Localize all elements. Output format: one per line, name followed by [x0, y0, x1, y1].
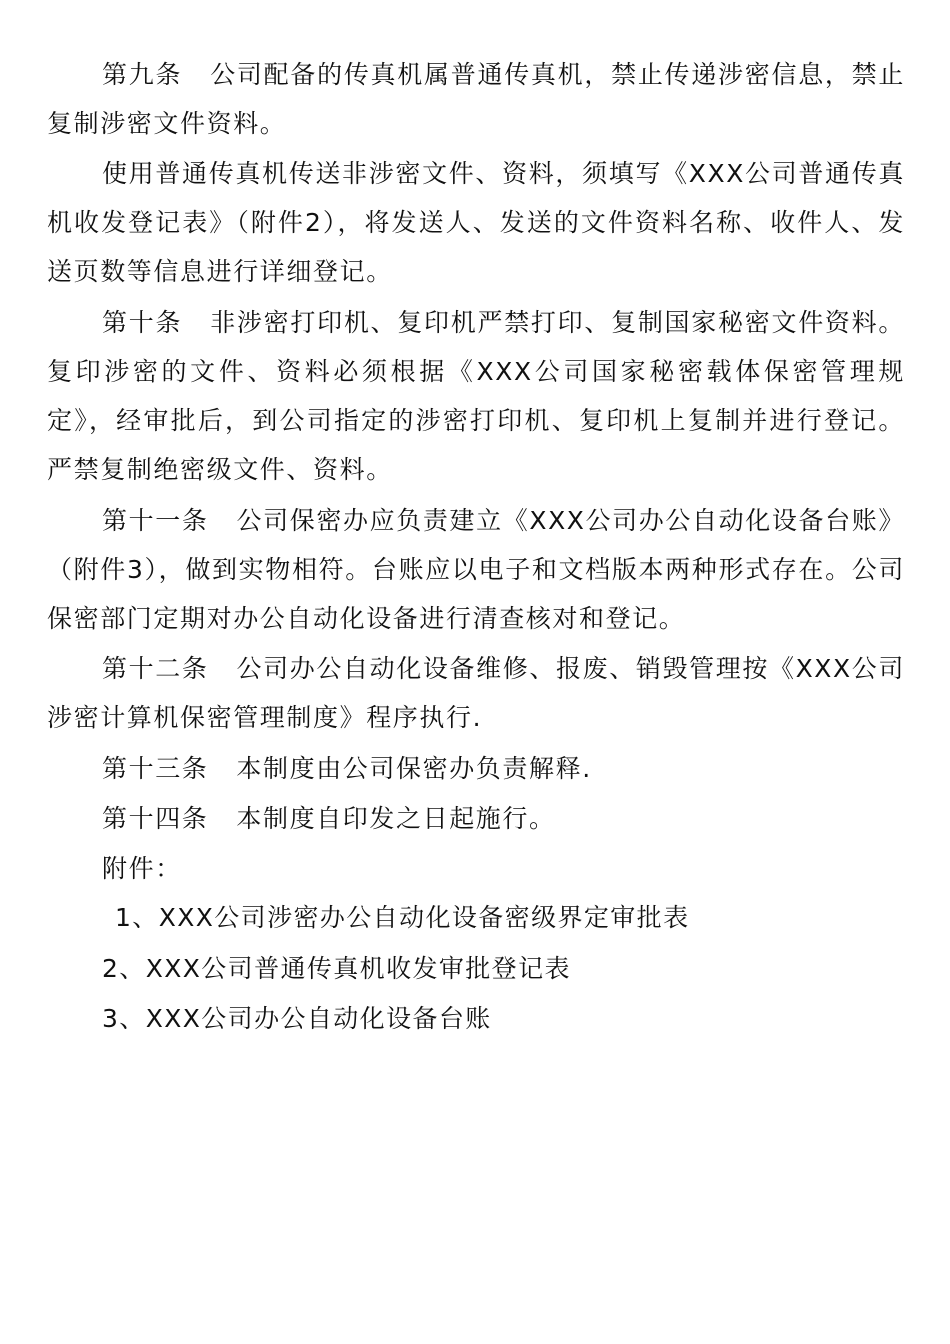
article-number: 第十二条 — [102, 654, 209, 683]
article-text: 公司配备的传真机属普通传真机，禁止传递涉密信息，禁止复制涉密文件资料。 — [47, 60, 905, 138]
article-12-paragraph — [47, 644, 905, 742]
attachment-item-2: 2、XXX公司普通传真机收发审批登记表 — [102, 954, 571, 983]
article-9-paragraph — [47, 50, 905, 148]
article-number: 第十条 — [102, 308, 183, 337]
article-text: 公司保密办应负责建立《XXX公司办公自动化设备台账》（附件3），做到实物相符。台账应以电子和文档版本两种形式存在。公司保密部门定期对办公自动化设备进行清查核对和登记。 — [47, 506, 906, 633]
article-number: 第九条 — [102, 60, 183, 89]
attachments-label: 附件： — [102, 854, 182, 883]
article-14-paragraph — [47, 794, 905, 843]
article-number: 第十一条 — [102, 506, 209, 535]
paragraph-text: 使用普通传真机传送非涉密文件、资料，须填写《XXX公司普通传真机收发登记表》（附件2），将发送人、发送的文件资料名称、收件人、发送页数等信息进行详细登记。 — [47, 159, 905, 286]
article-text: 公司办公自动化设备维修、报废、销毁管理按《XXX公司涉密计算机保密管理制度》程序执行. — [47, 654, 906, 732]
article-text: 本制度自印发之日起施行。 — [236, 804, 556, 833]
attachment-item-1: 1、XXX公司涉密办公自动化设备密级界定审批表 — [115, 903, 690, 932]
article-text: 本制度由公司保密办负责解释. — [236, 754, 592, 783]
article-13-paragraph — [47, 744, 905, 793]
fax-usage-paragraph — [47, 149, 905, 296]
article-10-paragraph — [47, 298, 905, 494]
attachment-item-3: 3、XXX公司办公自动化设备台账 — [102, 1004, 492, 1033]
article-number: 第十三条 — [102, 754, 209, 783]
article-number: 第十四条 — [102, 804, 209, 833]
article-11-paragraph — [47, 496, 905, 643]
article-text: 非涉密打印机、复印机严禁打印、复制国家秘密文件资料。复印涉密的文件、资料必须根据《XXX公司国家秘密载体保密管理规定》，经审批后，到公司指定的涉密打印机、复印机上复制并进行登记。严禁复制绝密级文件、资料。 — [47, 308, 905, 484]
